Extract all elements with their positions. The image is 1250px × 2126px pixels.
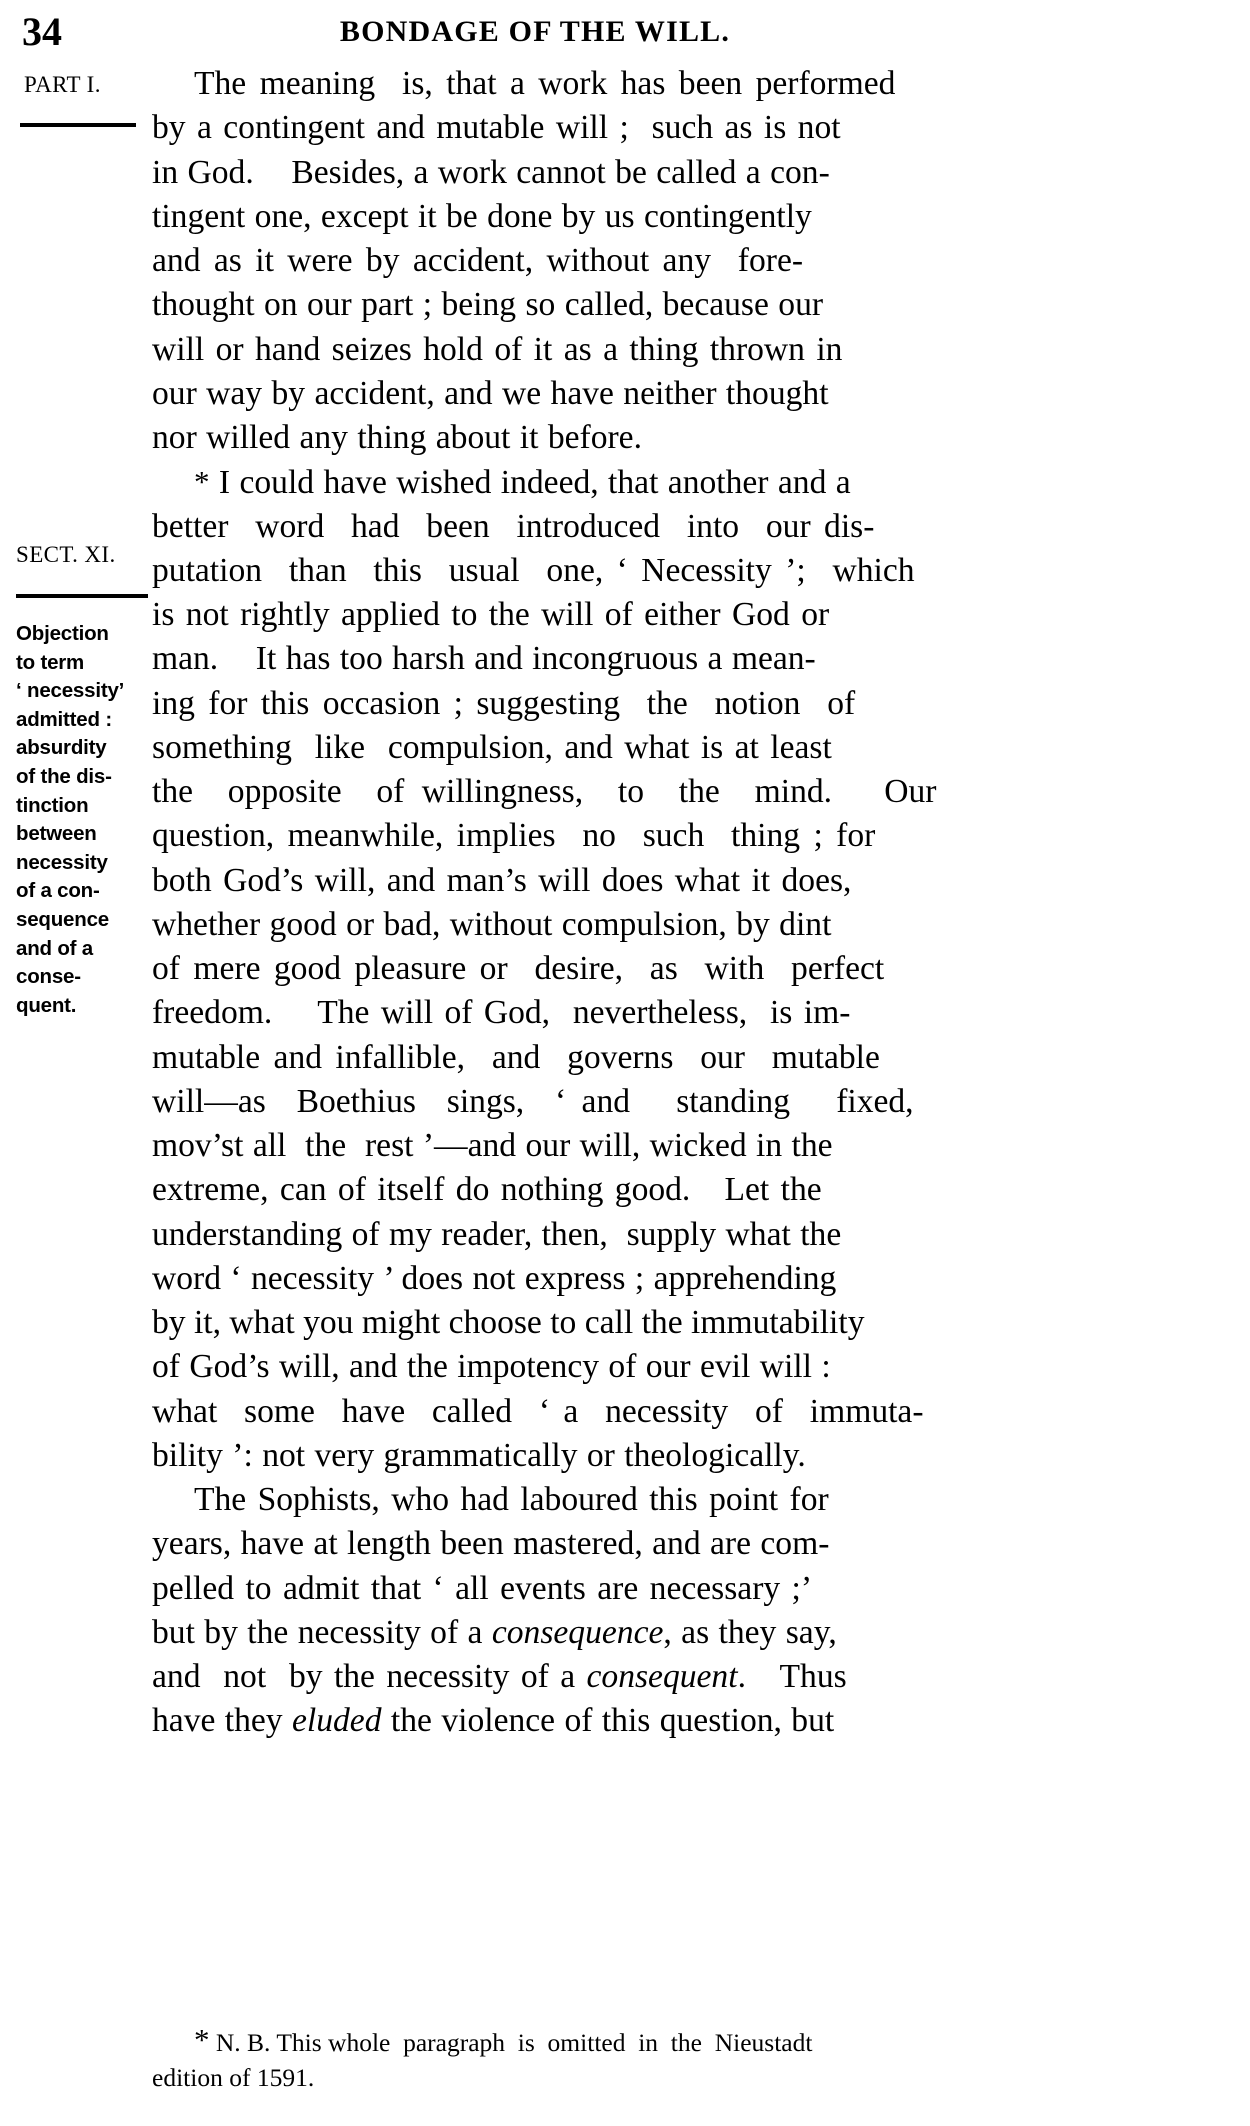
body-text-line: but by the necessity of a consequence, as they say, bbox=[152, 1613, 837, 1651]
body-text-line: tingent one, except it be done by us contingently bbox=[152, 197, 812, 235]
section-label: SECT. XI. bbox=[16, 542, 116, 567]
body-text-line: by it, what you might choose to call the immutability bbox=[152, 1304, 865, 1341]
body-text-line: and not by the necessity of a consequent. Thus bbox=[152, 1658, 847, 1695]
body-text-line: of mere good pleasure or desire, as with perfect bbox=[152, 950, 885, 987]
page-header bbox=[0, 8, 1250, 60]
margin-note-line: absurdity bbox=[16, 736, 107, 760]
body-text-line: what some have called ‘ a necessity of immuta- bbox=[152, 1392, 924, 1430]
margin-note-line: conse- bbox=[16, 965, 81, 989]
margin-note bbox=[16, 620, 166, 1020]
footnote-line: edition of 1591. bbox=[152, 2063, 315, 2092]
body-text-line: and as it were by accident, without any fore- bbox=[152, 242, 804, 279]
body-text-line: in God. Besides, a work cannot be called a con- bbox=[152, 153, 830, 191]
body-text-line: our way by accident, and we have neither thought bbox=[152, 374, 829, 412]
body-text-line: both God’s will, and man’s will does what it does, bbox=[152, 861, 852, 899]
body-text-line: putation than this usual one, ‘ Necessity ’; which bbox=[152, 551, 915, 589]
margin-note-line: quent. bbox=[16, 993, 77, 1017]
page-number: 34 bbox=[22, 9, 62, 54]
margin-note-line: of the dis- bbox=[16, 764, 112, 788]
body-text-line: is not rightly applied to the will of either God or bbox=[152, 596, 830, 633]
body-text-line: by a contingent and mutable will ; such as is not bbox=[152, 109, 841, 147]
body-text-line: mov’st all the rest ’—and our will, wicked in the bbox=[152, 1127, 833, 1164]
body-text-line: whether good or bad, without compulsion, by dint bbox=[152, 905, 832, 943]
part-rule bbox=[20, 123, 136, 127]
body-text-line: understanding of my reader, then, supply what the bbox=[152, 1215, 842, 1253]
body-text-line: years, have at length been mastered, and are com- bbox=[152, 1525, 830, 1563]
body-text-line: something like compulsion, and what is at least bbox=[152, 728, 832, 766]
body-text-line: man. It has too harsh and incongruous a mean- bbox=[152, 640, 816, 678]
body-text-line: will—as Boethius sings, ‘ and standing fixed, bbox=[152, 1082, 914, 1120]
margin-note-line: admitted : bbox=[16, 707, 112, 731]
body-text-line: the opposite of willingness, to the mind. Our bbox=[152, 773, 937, 810]
body-text-line: nor willed any thing about it before. bbox=[152, 419, 642, 456]
body-text-line: thought on our part ; being so called, because our bbox=[152, 286, 824, 324]
body-text-line: better word had been introduced into our dis- bbox=[152, 507, 875, 545]
margin-note-line: sequence bbox=[16, 907, 109, 931]
body-text-line: mutable and infallible, and governs our mutable bbox=[152, 1038, 880, 1076]
body-text-line: The meaning is, that a work has been performed bbox=[194, 65, 896, 102]
body-text-line: The Sophists, who had laboured this point for bbox=[194, 1481, 829, 1518]
body-text-line: extreme, can of itself do nothing good. Let the bbox=[152, 1171, 822, 1209]
body-text-line: word ‘ necessity ’ does not express ; apprehending bbox=[152, 1259, 837, 1297]
running-head-title: BONDAGE OF THE WILL. bbox=[339, 15, 731, 48]
margin-note-line: tinction bbox=[16, 793, 89, 817]
body-text-line: of God’s will, and the impotency of our evil will : bbox=[152, 1348, 831, 1386]
body-text-line: bility ’: not very grammatically or theologically. bbox=[152, 1436, 806, 1474]
section-rule bbox=[16, 594, 148, 598]
footnote-line: * N. B. This whole paragraph is omitted in the Nieustadt bbox=[194, 2022, 813, 2057]
body-text-line: have they eluded the violence of this question, but bbox=[152, 1702, 835, 1740]
body-text-line: question, meanwhile, implies no such thing ; for bbox=[152, 817, 876, 855]
footnote bbox=[152, 2022, 1224, 2095]
margin-note-line: to term bbox=[16, 650, 85, 674]
margin-note-line: necessity bbox=[16, 850, 108, 874]
body-text-line: ing for this occasion ; suggesting the notion of bbox=[152, 684, 856, 722]
margin-note-line: of a con- bbox=[16, 879, 100, 903]
body-text-column bbox=[152, 62, 1242, 1744]
part-label: PART I. bbox=[24, 72, 101, 97]
margin-note-line: Objection bbox=[16, 622, 109, 645]
body-text-line: freedom. The will of God, nevertheless, is im- bbox=[152, 994, 851, 1032]
margin-note-line: between bbox=[16, 822, 97, 846]
body-text-line: will or hand seizes hold of it as a thing thrown in bbox=[152, 330, 843, 368]
margin-note-line: and of a bbox=[16, 936, 93, 960]
body-text-line: * I could have wished indeed, that another and a bbox=[194, 464, 851, 502]
margin-note-line: ‘ necessity’ bbox=[16, 679, 125, 703]
body-text-line: pelled to admit that ‘ all events are necessary ;’ bbox=[152, 1569, 813, 1607]
